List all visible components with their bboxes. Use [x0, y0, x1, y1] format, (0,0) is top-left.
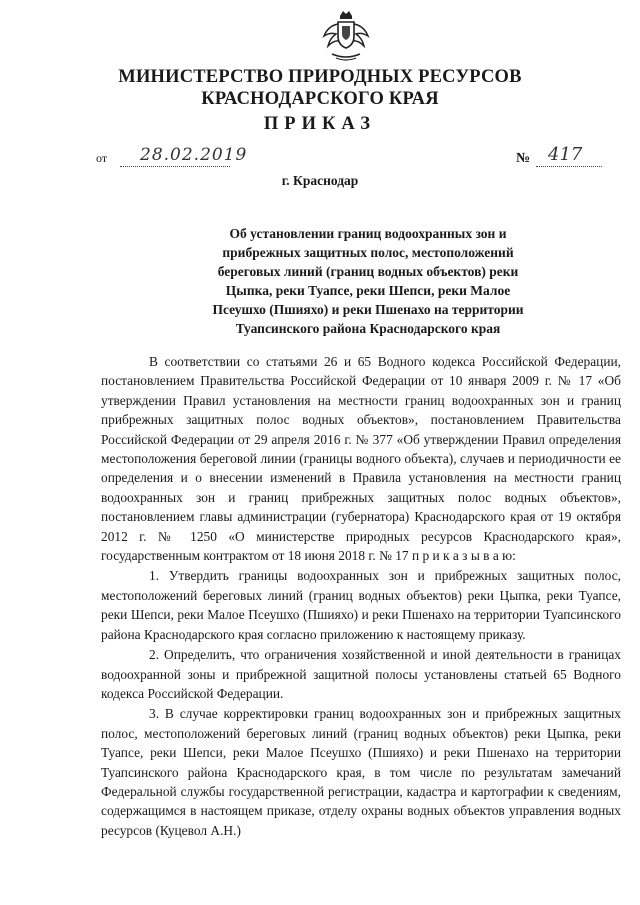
order-item-1: 1. Утвердить границы водоохранных зон и прибрежных защитных полос, местоположений береговых линий (границ водных объектов) реки Цыпка, реки Туапсе, реки Шепси, реки Малое Псеушхо (Пшияхо) и реки Пшенахо на территории Туапсинского района Краснодарского края согласно приложению к настоящему приказу.	[101, 568, 621, 642]
handwritten-number: 417	[548, 144, 583, 165]
handwritten-date: 28.02.2019	[140, 145, 248, 165]
order-title-line: Туапсинского района Краснодарского края	[235, 321, 501, 336]
order-item-2: 2. Определить, что ограничения хозяйственной и иной деятельности в границах водоохранной зоны и прибрежной защитной полосы установлены статьей 65 Водного кодекса Российской Федерации.	[101, 647, 621, 701]
date-label: от	[96, 151, 108, 165]
coat-of-arms-icon	[318, 8, 374, 64]
order-title-line: Цыпка, реки Туапсе, реки Шепси, реки Малое	[225, 283, 511, 298]
number-label: №	[516, 151, 531, 166]
preamble-paragraph: В соответствии со статьями 26 и 65 Водного кодекса Российской Федерации, постановлением Правительства Российской Федерации от 10 января 2009 г. № 17 «Об утверждении Правил установления на местности границ водоохранных зон и границ прибрежных защитных полос водных объектов», постановлением Правительства Российской Федерации от 29 апреля 2016 г. № 377 «Об утверждении Правил определения местоположения береговой линии (границы водного объекта), случаев и периодичности ее определения и о внесении изменений в Правила установления на местности границ водоохранных зон и границ прибрежных защитных полос водных объектов», постановлением главы администрации (губернатора) Краснодарского края от 19 октября 2012 г. № 1250 «О министерстве природных ресурсов Краснодарского края», государственным контрактом от 18 июня 2018 г. № 17 п р и к а з ы в а ю:	[101, 354, 621, 564]
order-title-line: береговых линий (границ водных объектов) реки	[217, 264, 519, 279]
order-title	[178, 224, 558, 338]
order-title-line: Псеушхо (Пшияхо) и реки Пшенахо на территории	[212, 302, 524, 317]
order-item-3: 3. В случае корректировки границ водоохранных зон и прибрежных защитных полос, местоположений береговых линий (границ водных объектов) реки Цыпка, реки Туапсе, реки Шепси, реки Малое Псеушхо (Пшияхо) и реки Пшенахо на территории Туапсинского района Краснодарского края, в том числе по результатам замечаний Федеральной службы государственной регистрации, кадастра и картографии к сведениям, содержащимся в настоящем приказе, отделу охраны водных объектов управления водных ресурсов (Куцевол А.Н.)	[101, 706, 621, 838]
city-name: г. Краснодар	[281, 173, 359, 188]
ministry-name-line2: КРАСНОДАРСКОГО КРАЯ	[201, 89, 439, 109]
ministry-name-line1: МИНИСТЕРСТВО ПРИРОДНЫХ РЕСУРСОВ	[118, 67, 522, 87]
document-type: ПРИКАЗ	[263, 114, 377, 134]
date-underline	[120, 166, 230, 167]
order-title-line: прибрежных защитных полос, местоположений	[222, 245, 514, 260]
order-title-line: Об установлении границ водоохранных зон и	[229, 226, 507, 241]
number-underline	[536, 166, 602, 167]
order-body	[101, 352, 621, 841]
